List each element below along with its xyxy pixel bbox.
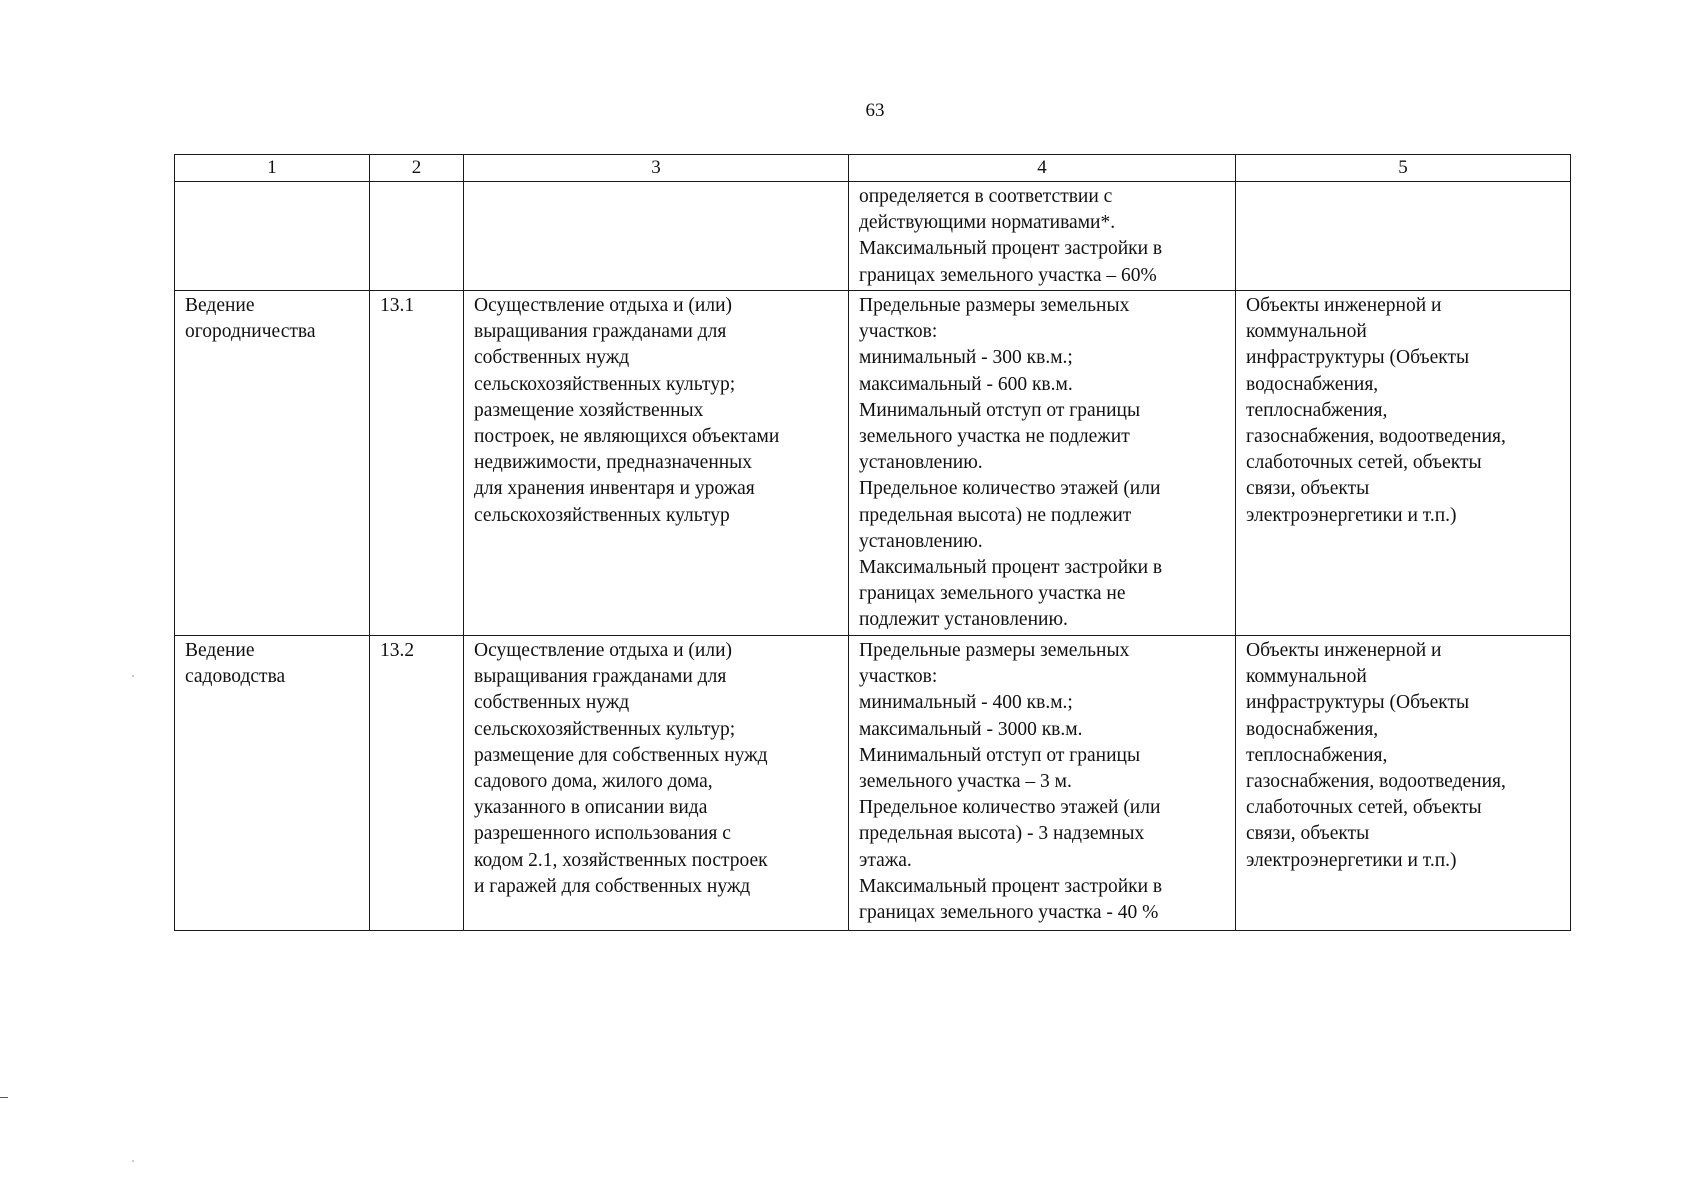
table-row bbox=[175, 636, 1571, 931]
cell-text-line: границах земельного участка – 60% bbox=[859, 264, 1157, 286]
cell-text-line: Осуществление отдыха и (или) bbox=[474, 295, 733, 316]
header-cell-5: 5 bbox=[1236, 155, 1571, 182]
cell-text-line: Предельные размеры земельных bbox=[859, 640, 1130, 661]
cell-description bbox=[464, 291, 849, 636]
cell-text-line: Осуществление отдыха и (или) bbox=[474, 640, 733, 661]
scan-edge-mark bbox=[0, 1097, 8, 1098]
cell-text-line: недвижимости, предназначенных bbox=[474, 452, 753, 474]
cell-text-line: собственных нужд bbox=[474, 347, 630, 369]
cell-text-line: указанного в описании вида bbox=[474, 797, 708, 819]
cell-parameters bbox=[849, 291, 1236, 636]
cell-text-line: предельная высота) - 3 надземных bbox=[859, 823, 1145, 845]
cell-text-line: водоснабжения, bbox=[1246, 718, 1379, 740]
cell-text-line: границах земельного участка не bbox=[859, 583, 1126, 605]
cell-text-line: Минимальный отступ от границы bbox=[859, 744, 1141, 766]
cell-parameters bbox=[849, 182, 1236, 291]
cell-text-line: Максимальный процент застройки в bbox=[859, 875, 1163, 897]
page-number: 63 bbox=[865, 100, 885, 121]
cell-auxiliary-uses bbox=[1236, 291, 1571, 636]
cell-text-line: кодом 2.1, хозяйственных построек bbox=[474, 849, 768, 871]
cell-text-line: и гаражей для собственных нужд bbox=[474, 875, 751, 897]
cell-text-line: участков: bbox=[859, 666, 938, 688]
table-row bbox=[175, 291, 1571, 636]
table-body bbox=[175, 155, 1571, 931]
cell-text-line: коммунальной bbox=[1246, 666, 1367, 688]
cell-text-line: слаботочных сетей, объекты bbox=[1246, 797, 1482, 819]
cell-code bbox=[370, 291, 464, 636]
cell-text-line: подлежит установлению. bbox=[859, 609, 1068, 631]
cell-land-use-name bbox=[175, 291, 370, 636]
cell-text-line: установлению. bbox=[859, 452, 983, 474]
cell-auxiliary-uses bbox=[1236, 182, 1571, 291]
cell-text-line: огородничества bbox=[185, 321, 316, 343]
cell-text-line: предельная высота) не подлежит bbox=[859, 504, 1132, 526]
cell-text-line: сельскохозяйственных культур; bbox=[474, 718, 736, 740]
cell-text-line: водоснабжения, bbox=[1246, 373, 1379, 395]
cell-text-line: электроэнергетики и т.п.) bbox=[1246, 504, 1457, 526]
scan-dust-dot bbox=[132, 1160, 134, 1162]
table-header-row bbox=[175, 155, 1571, 182]
cell-text-line: Минимальный отступ от границы bbox=[859, 399, 1141, 421]
cell-text-line: для хранения инвентаря и урожая bbox=[474, 478, 755, 500]
zoning-table bbox=[174, 154, 1571, 931]
cell-text-line: 13.2 bbox=[380, 640, 415, 661]
cell-text-line: газоснабжения, водоотведения, bbox=[1246, 426, 1506, 448]
cell-text-line: разрешенного использования с bbox=[474, 823, 731, 845]
cell-text-line: этажа. bbox=[859, 849, 912, 871]
cell-text-line: выращивания гражданами для bbox=[474, 321, 727, 343]
header-cell-2: 2 bbox=[370, 155, 464, 182]
cell-description bbox=[464, 636, 849, 931]
cell-code bbox=[370, 182, 464, 291]
cell-text-line: садоводства bbox=[185, 666, 286, 688]
cell-text-line: Объекты инженерной и bbox=[1246, 640, 1442, 661]
cell-text-line: выращивания гражданами для bbox=[474, 666, 727, 688]
cell-description bbox=[464, 182, 849, 291]
cell-text-line: минимальный - 400 кв.м.; bbox=[859, 692, 1073, 714]
table-row bbox=[175, 182, 1571, 291]
cell-text-line: определяется в соответствии с bbox=[859, 186, 1113, 207]
cell-code bbox=[370, 636, 464, 931]
cell-land-use-name bbox=[175, 636, 370, 931]
cell-text-line: построек, не являющихся объектами bbox=[474, 426, 780, 448]
cell-text-line: инфраструктуры (Объекты bbox=[1246, 347, 1470, 369]
cell-text-line: Ведение bbox=[185, 295, 255, 316]
cell-text-line: связи, объекты bbox=[1246, 823, 1370, 845]
cell-text-line: максимальный - 3000 кв.м. bbox=[859, 718, 1083, 740]
header-cell-4: 4 bbox=[849, 155, 1236, 182]
cell-text-line: максимальный - 600 кв.м. bbox=[859, 373, 1073, 395]
cell-text-line: установлению. bbox=[859, 530, 983, 552]
scan-dust-dot bbox=[132, 675, 134, 677]
cell-text-line: минимальный - 300 кв.м.; bbox=[859, 347, 1073, 369]
cell-text-line: собственных нужд bbox=[474, 692, 630, 714]
cell-text-line: Предельное количество этажей (или bbox=[859, 478, 1161, 500]
cell-text-line: коммунальной bbox=[1246, 321, 1367, 343]
cell-text-line: границах земельного участка - 40 % bbox=[859, 902, 1159, 924]
cell-text-line: размещение хозяйственных bbox=[474, 399, 704, 421]
cell-text-line: участков: bbox=[859, 321, 938, 343]
cell-text-line: сельскохозяйственных культур; bbox=[474, 373, 736, 395]
cell-text-line: действующими нормативами*. bbox=[859, 212, 1116, 234]
cell-text-line: связи, объекты bbox=[1246, 478, 1370, 500]
cell-text-line: слаботочных сетей, объекты bbox=[1246, 452, 1482, 474]
cell-land-use-name bbox=[175, 182, 370, 291]
cell-text-line: электроэнергетики и т.п.) bbox=[1246, 849, 1457, 871]
cell-text-line: Предельные размеры земельных bbox=[859, 295, 1130, 316]
cell-parameters bbox=[849, 636, 1236, 931]
cell-text-line: Максимальный процент застройки в bbox=[859, 557, 1163, 579]
cell-auxiliary-uses bbox=[1236, 636, 1571, 931]
cell-text-line: размещение для собственных нужд bbox=[474, 744, 768, 766]
cell-text-line: теплоснабжения, bbox=[1246, 744, 1388, 766]
cell-text-line: земельного участка – 3 м. bbox=[859, 771, 1072, 793]
cell-text-line: земельного участка не подлежит bbox=[859, 426, 1130, 448]
cell-text-line: Ведение bbox=[185, 640, 255, 661]
cell-text-line: Максимальный процент застройки в bbox=[859, 238, 1163, 260]
cell-text-line: садового дома, жилого дома, bbox=[474, 771, 713, 793]
cell-text-line: инфраструктуры (Объекты bbox=[1246, 692, 1470, 714]
header-cell-3: 3 bbox=[464, 155, 849, 182]
cell-text-line: газоснабжения, водоотведения, bbox=[1246, 771, 1506, 793]
cell-text-line: Объекты инженерной и bbox=[1246, 295, 1442, 316]
cell-text-line: Предельное количество этажей (или bbox=[859, 797, 1161, 819]
cell-text-line: теплоснабжения, bbox=[1246, 399, 1388, 421]
cell-text-line: сельскохозяйственных культур bbox=[474, 504, 730, 526]
cell-text-line: 13.1 bbox=[380, 295, 415, 316]
header-cell-1: 1 bbox=[175, 155, 370, 182]
